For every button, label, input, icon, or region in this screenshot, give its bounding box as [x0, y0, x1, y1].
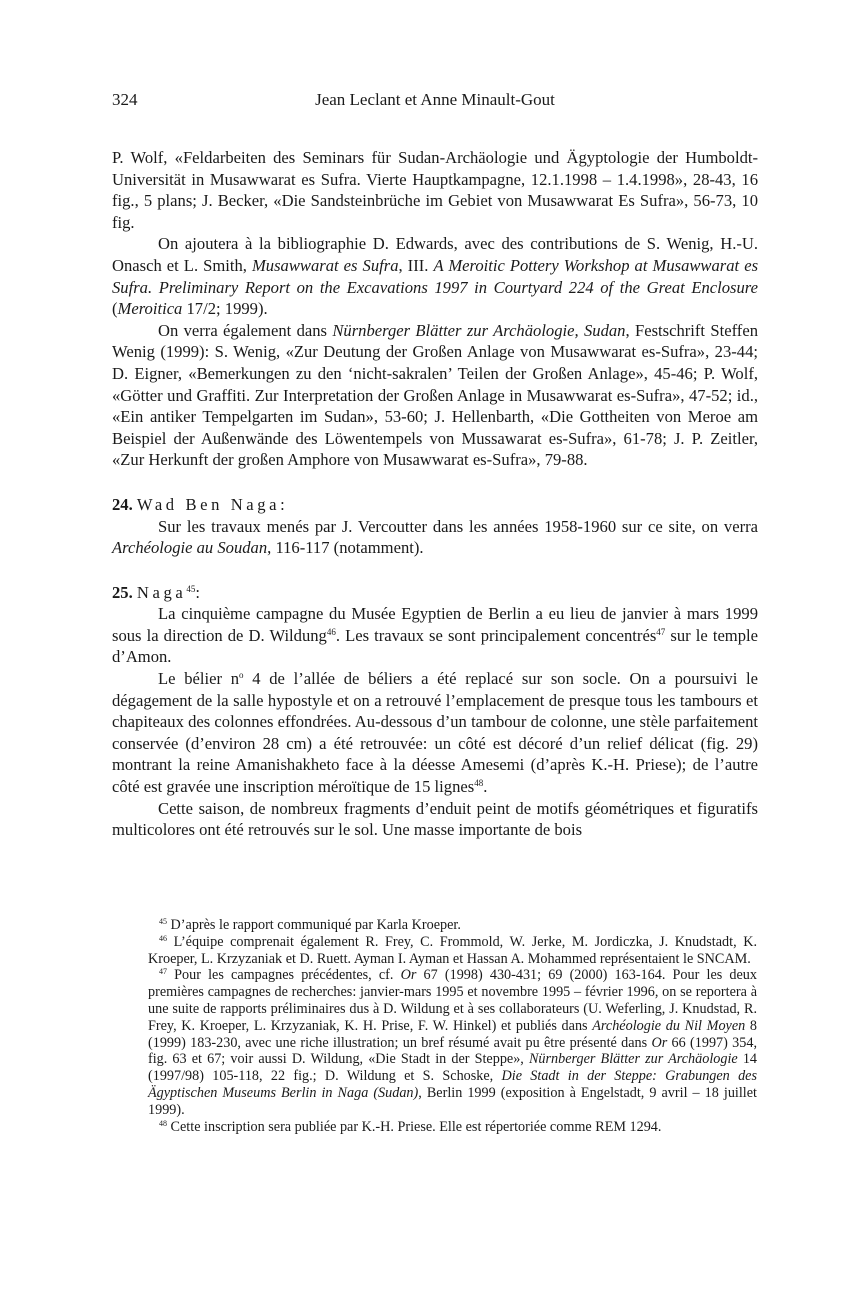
main-text — [112, 147, 758, 841]
section-title: Wad Ben Naga — [136, 494, 281, 514]
section-number: 25. — [112, 582, 133, 602]
section-25 — [112, 582, 758, 841]
section-heading: 25. Naga$^{45}$: — [112, 582, 200, 602]
page-header — [0, 90, 868, 116]
section-24 — [112, 494, 758, 559]
footnote-46: $^{46}$ L’équipe comprenait également R. Frey, C. Frommold, W. Jerke, M. Jordiczka, J. Knudstadt, K. Kroeper, L. Krzyzaniak et D. Ruett. Ayman I. Ayman et Hassan A. Mohammed représentaient le SNCAM. — [148, 933, 757, 967]
footnote-47: $^{47}$ Pour les campagnes précédentes, cf. Or 67 (1998) 430-431; 69 (2000) 163-164. Pour les deux premières campagnes de recherches: janvier-mars 1995 et novembre 1995 – février 1996, on se reportera à une suite de rapports préliminaires dus à D. Wildung et à ses collaborateurs (U. Weferling, J. Knudstad, R. Frey, K. Kroeper, L. Krzyzaniak, K. H. Prise, F. W. Hinkel) et publiés dans Archéologie du Nil Moyen 8 (1999) 183-230, avec une riche illustration; un bref résumé avait pu être présenté dans Or 66 (1997) 354, fig. 63 et 67; voir aussi D. Wildung, «Die Stadt in der Steppe», Nürnberger Blätter zur Archäologie 14 (1997/98) 105-118, 22 fig.; D. Wildung et S. Schoske, Die Stadt in der Steppe: Grabungen des Ägyptischen Museums Berlin in Naga (Sudan), Berlin 1999 (exposition à Engelstadt, 9 avril – 18 juillet 1999). — [148, 967, 758, 1118]
footnotes — [148, 917, 757, 1135]
footnote-number: 46 — [159, 933, 167, 943]
footnote-number: 47 — [159, 967, 167, 977]
paragraph-musawwarat-references: P. Wolf, «Feldarbeiten des Seminars für Sudan-Archäologie und Ägyptologie der Humboldt-Universität in Musawwarat es Sufra. Vierte Hauptkampagne, 12.1.1998 – 1.4.1998», 28-43, 16 fig., 5 plans; J. Becker, «Die Sandsteinbrüche im Gebiet von Musawwarat Es Sufra», 56-73, 10 fig. — [112, 148, 758, 232]
footnote-ref[interactable]: 47 — [656, 626, 666, 637]
section-heading: 24. Wad Ben Naga: — [112, 494, 285, 514]
footnote-ref[interactable]: 45 — [186, 583, 196, 594]
footnote-45: $^{45}$ D’après le rapport communiqué par Karla Kroeper. — [159, 917, 461, 933]
paragraph-nurnberger-blatter: On verra également dans Nürnberger Blätter zur Archäologie, Sudan, Festschrift Steffen Wenig (1999): S. Wenig, «Zur Deutung der Großen Anlage von Musawwarat es-Sufra», 23-44; D. Eigner, «Bemerkungen zu den ‘nicht-sakralen’ Teilen der Großen Anlage», 45-46; P. Wolf, «Götter und Graffiti. Zur Interpretation der Großen Anlage in Musawwarat es-Sufra», 47-52; id., «Ein antiker Tempelgarten im Sudan», 53-60; J. Hellenbarth, «Die Gottheiten von Meroe am Beispiel der Außenwände des Löwentempels von Mussawarat es-Sufra», 61-78; J. P. Zeitler, «Zur Herkunft der großen Amphore von Musawwarat es-Sufra», 79-88. — [112, 320, 758, 470]
footnote-number: 45 — [159, 917, 167, 926]
running-head: Jean Leclant et Anne Minault-Gout — [315, 90, 555, 109]
page-number: 324 — [112, 90, 138, 109]
paragraph-ram-and-stele: Le bélier $n^o$ 4 de l’allée de béliers a été replacé sur son socle. On a poursuivi le dégagement de la salle hypostyle et on a retrouvé l’emplacement de presque tous les tambours et chapiteaux des colonnes effondrées. Au-dessous d’un tambour de colonne, une stèle parfaitement conservée (d’environ 28 cm) a été retrouvée: un côté est décoré d’un relief délicat (fig. 29) montrant la reine Amanishakheto face à la déesse Amesemi (d’après K.-H. Priese); de l’autre côté est gravée une inscription méroïtique de 15 lignes$^{48}$. — [112, 669, 758, 797]
footnote-ref[interactable]: 46 — [326, 626, 336, 637]
section-title: Naga — [136, 582, 187, 602]
paragraph-edwards-bibliography: On ajoutera à la bibliographie D. Edwards, avec des contributions de S. Wenig, H.-U. Onasch et L. Smith, Musawwarat es Sufra, III. A Meroitic Pottery Workshop at Musawwarat es Sufra. Preliminary Report on the Excavations 1997 in Courtyard 224 of the Great Enclosure (Meroitica 17/2; 1999). — [112, 234, 759, 319]
footnote-ref[interactable]: 48 — [474, 778, 484, 789]
footnote-number: 48 — [159, 1118, 167, 1128]
footnote-48: $^{48}$ Cette inscription sera publiée par K.-H. Priese. Elle est répertoriée comme REM 1294. — [159, 1118, 662, 1135]
paragraph-fifth-campaign: La cinquième campagne du Musée Egyptien de Berlin a eu lieu de janvier à mars 1999 sous la direction de D. Wildung$^{46}$. Les travaux se sont principalement concentrés$^{47}$ sur le temple d’Amon. — [112, 604, 758, 667]
paragraph-painted-plaster: Cette saison, de nombreux fragments d’enduit peint de motifs géométriques et figuratifs multicolores ont été retrouvés sur le sol. Une masse importante de bois — [112, 798, 758, 840]
paragraph-vercoutter: Sur les travaux menés par J. Vercoutter dans les années 1958-1960 sur ce site, on verra Archéologie au Soudan, 116-117 (notamment). — [112, 516, 758, 558]
section-number: 24. — [112, 494, 133, 514]
